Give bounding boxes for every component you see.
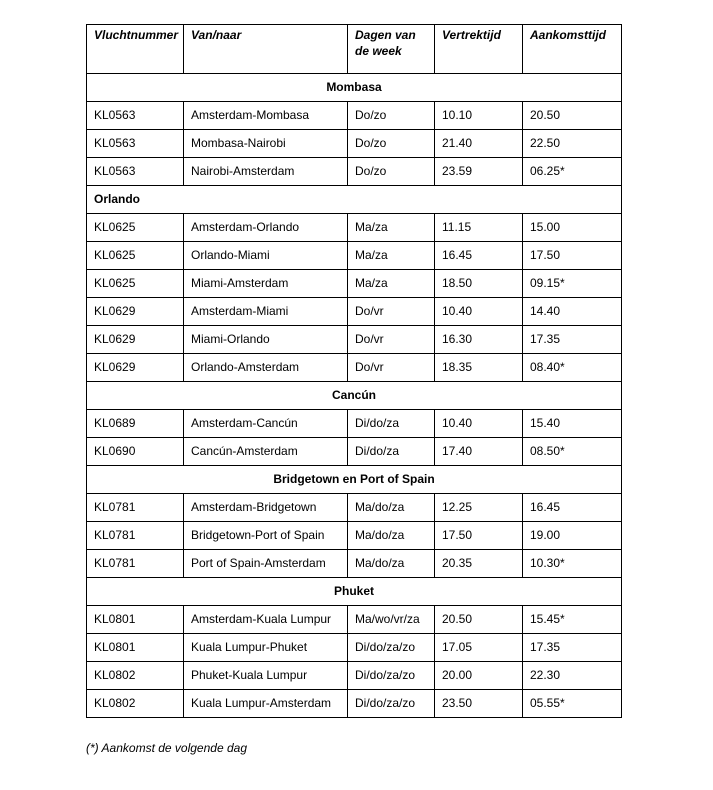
days-cell: Ma/za xyxy=(348,214,435,242)
arrival-cell: 05.55* xyxy=(523,690,622,718)
departure-cell: 17.50 xyxy=(435,522,523,550)
table-row xyxy=(87,130,622,158)
arrival-cell: 22.50 xyxy=(523,130,622,158)
table-row xyxy=(87,662,622,690)
table-row xyxy=(87,298,622,326)
days-cell: Ma/do/za xyxy=(348,494,435,522)
days-cell: Di/do/za xyxy=(348,410,435,438)
arrival-cell: 09.15* xyxy=(523,270,622,298)
departure-cell: 10.40 xyxy=(435,410,523,438)
flight-number-cell: KL0629 xyxy=(87,326,184,354)
route-cell: Amsterdam-Cancún xyxy=(184,410,348,438)
departure-cell: 16.45 xyxy=(435,242,523,270)
departure-cell: 11.15 xyxy=(435,214,523,242)
route-cell: Orlando-Amsterdam xyxy=(184,354,348,382)
departure-cell: 20.00 xyxy=(435,662,523,690)
table-row xyxy=(87,494,622,522)
flight-number-cell: KL0629 xyxy=(87,298,184,326)
route-cell: Nairobi-Amsterdam xyxy=(184,158,348,186)
table-row xyxy=(87,158,622,186)
flight-number-cell: KL0802 xyxy=(87,690,184,718)
flight-number-cell: KL0690 xyxy=(87,438,184,466)
table-row xyxy=(87,102,622,130)
arrival-cell: 16.45 xyxy=(523,494,622,522)
group-heading: Bridgetown en Port of Spain xyxy=(87,466,622,494)
departure-cell: 10.40 xyxy=(435,298,523,326)
group-row xyxy=(87,382,622,410)
table-row xyxy=(87,690,622,718)
days-cell: Di/do/za/zo xyxy=(348,634,435,662)
flight-schedule-table xyxy=(86,24,622,718)
flight-number-cell: KL0689 xyxy=(87,410,184,438)
flight-number-cell: KL0801 xyxy=(87,606,184,634)
arrival-cell: 06.25* xyxy=(523,158,622,186)
days-cell: Do/zo xyxy=(348,130,435,158)
days-cell: Ma/wo/vr/za xyxy=(348,606,435,634)
route-cell: Amsterdam-Mombasa xyxy=(184,102,348,130)
route-cell: Kuala Lumpur-Amsterdam xyxy=(184,690,348,718)
table-row xyxy=(87,270,622,298)
departure-cell: 20.35 xyxy=(435,550,523,578)
flight-number-cell: KL0563 xyxy=(87,130,184,158)
departure-cell: 23.50 xyxy=(435,690,523,718)
arrival-cell: 17.35 xyxy=(523,326,622,354)
arrival-cell: 22.30 xyxy=(523,662,622,690)
table-row xyxy=(87,550,622,578)
schedule-body xyxy=(87,74,622,718)
flight-number-cell: KL0625 xyxy=(87,270,184,298)
days-cell: Do/zo xyxy=(348,158,435,186)
days-cell: Di/do/za xyxy=(348,438,435,466)
arrival-cell: 10.30* xyxy=(523,550,622,578)
header-days: Dagen van de week xyxy=(348,25,435,74)
days-cell: Do/zo xyxy=(348,102,435,130)
arrival-cell: 15.40 xyxy=(523,410,622,438)
table-row xyxy=(87,522,622,550)
days-cell: Do/vr xyxy=(348,298,435,326)
route-cell: Bridgetown-Port of Spain xyxy=(184,522,348,550)
table-row xyxy=(87,606,622,634)
departure-cell: 12.25 xyxy=(435,494,523,522)
arrival-cell: 19.00 xyxy=(523,522,622,550)
flight-number-cell: KL0629 xyxy=(87,354,184,382)
flight-number-cell: KL0563 xyxy=(87,102,184,130)
route-cell: Port of Spain-Amsterdam xyxy=(184,550,348,578)
arrival-cell: 20.50 xyxy=(523,102,622,130)
table-row xyxy=(87,634,622,662)
departure-cell: 10.10 xyxy=(435,102,523,130)
footnote: (*) Aankomst de volgende dag xyxy=(86,741,247,755)
departure-cell: 20.50 xyxy=(435,606,523,634)
group-heading: Mombasa xyxy=(87,74,622,102)
group-row xyxy=(87,186,622,214)
group-heading: Cancún xyxy=(87,382,622,410)
departure-cell: 21.40 xyxy=(435,130,523,158)
days-cell: Ma/za xyxy=(348,270,435,298)
days-cell: Ma/do/za xyxy=(348,522,435,550)
route-cell: Miami-Orlando xyxy=(184,326,348,354)
header-row xyxy=(87,25,622,74)
departure-cell: 16.30 xyxy=(435,326,523,354)
departure-cell: 23.59 xyxy=(435,158,523,186)
departure-cell: 17.40 xyxy=(435,438,523,466)
route-cell: Miami-Amsterdam xyxy=(184,270,348,298)
flight-number-cell: KL0781 xyxy=(87,550,184,578)
flight-number-cell: KL0781 xyxy=(87,494,184,522)
route-cell: Orlando-Miami xyxy=(184,242,348,270)
arrival-cell: 17.50 xyxy=(523,242,622,270)
header-flight-number: Vluchtnummer xyxy=(87,25,184,74)
header-arrival: Aankomsttijd xyxy=(523,25,622,74)
table-row xyxy=(87,242,622,270)
days-cell: Do/vr xyxy=(348,326,435,354)
group-heading: Phuket xyxy=(87,578,622,606)
route-cell: Kuala Lumpur-Phuket xyxy=(184,634,348,662)
table-row xyxy=(87,438,622,466)
route-cell: Amsterdam-Kuala Lumpur xyxy=(184,606,348,634)
flight-number-cell: KL0781 xyxy=(87,522,184,550)
departure-cell: 18.35 xyxy=(435,354,523,382)
days-cell: Ma/za xyxy=(348,242,435,270)
route-cell: Phuket-Kuala Lumpur xyxy=(184,662,348,690)
arrival-cell: 08.50* xyxy=(523,438,622,466)
group-row xyxy=(87,466,622,494)
header-route: Van/naar xyxy=(184,25,348,74)
arrival-cell: 15.45* xyxy=(523,606,622,634)
flight-number-cell: KL0563 xyxy=(87,158,184,186)
route-cell: Cancún-Amsterdam xyxy=(184,438,348,466)
flight-number-cell: KL0625 xyxy=(87,214,184,242)
flight-number-cell: KL0801 xyxy=(87,634,184,662)
table-row xyxy=(87,214,622,242)
days-cell: Do/vr xyxy=(348,354,435,382)
departure-cell: 18.50 xyxy=(435,270,523,298)
arrival-cell: 17.35 xyxy=(523,634,622,662)
arrival-cell: 14.40 xyxy=(523,298,622,326)
header-departure: Vertrektijd xyxy=(435,25,523,74)
route-cell: Mombasa-Nairobi xyxy=(184,130,348,158)
group-row xyxy=(87,578,622,606)
arrival-cell: 08.40* xyxy=(523,354,622,382)
days-cell: Di/do/za/zo xyxy=(348,690,435,718)
flight-number-cell: KL0625 xyxy=(87,242,184,270)
route-cell: Amsterdam-Miami xyxy=(184,298,348,326)
days-cell: Di/do/za/zo xyxy=(348,662,435,690)
flight-number-cell: KL0802 xyxy=(87,662,184,690)
group-row xyxy=(87,74,622,102)
arrival-cell: 15.00 xyxy=(523,214,622,242)
departure-cell: 17.05 xyxy=(435,634,523,662)
table-row xyxy=(87,354,622,382)
table-row xyxy=(87,326,622,354)
route-cell: Amsterdam-Orlando xyxy=(184,214,348,242)
table-row xyxy=(87,410,622,438)
group-heading: Orlando xyxy=(87,186,622,214)
days-cell: Ma/do/za xyxy=(348,550,435,578)
route-cell: Amsterdam-Bridgetown xyxy=(184,494,348,522)
